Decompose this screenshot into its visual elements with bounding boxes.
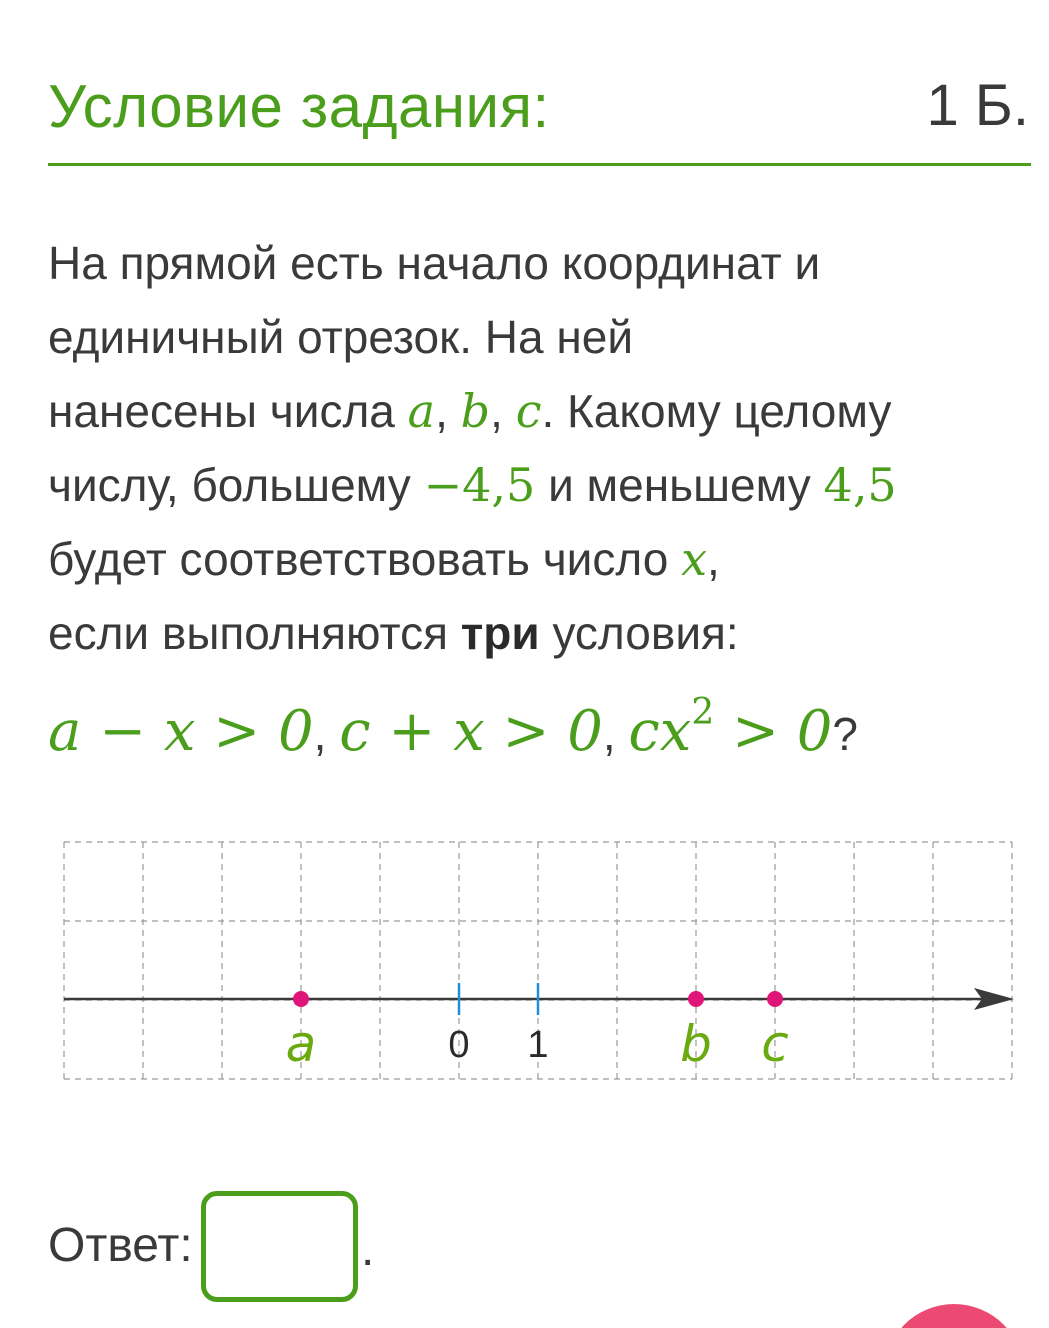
task-text: , <box>435 385 461 437</box>
task-line-1: На прямой есть начало координат и <box>48 237 821 289</box>
task-header <box>48 62 1031 166</box>
question-mark: ? <box>832 708 859 760</box>
axis-point-a <box>293 991 309 1007</box>
axis-point-label-c: c <box>761 1015 789 1073</box>
task-line-2: единичный отрезок. На ней <box>48 311 634 363</box>
task-text: нанесены числа <box>48 385 408 437</box>
task-statement <box>48 226 1008 764</box>
condition-1: a − x > 0 <box>48 699 314 764</box>
task-text: числу, большему <box>48 459 424 511</box>
task-points: 1 Б. <box>926 73 1029 138</box>
answer-input[interactable] <box>201 1191 358 1302</box>
task-text: , <box>490 385 516 437</box>
axis-point-c <box>767 991 783 1007</box>
axis-point-label-a: a <box>285 1015 317 1073</box>
task-text: . Какому целому <box>541 385 892 437</box>
conditions-formula <box>48 670 1008 764</box>
answer-suffix: . <box>361 1223 375 1276</box>
axis-point-b <box>688 991 704 1007</box>
axis-point-label-b: b <box>680 1015 712 1073</box>
task-line-5 <box>48 522 1008 596</box>
task-text: если выполняются <box>48 607 461 659</box>
upper-bound: 4,5 <box>823 458 897 512</box>
task-text: условия: <box>539 607 739 659</box>
task-line-3 <box>48 374 1008 448</box>
task-text: , <box>602 708 629 760</box>
answer-label: Ответ: <box>48 1219 193 1272</box>
emphasis-three: три <box>460 607 540 659</box>
condition-3-rest: > 0 <box>714 699 833 764</box>
condition-3-base: cx <box>628 699 692 764</box>
variable-x: x <box>681 532 708 586</box>
task-line-4 <box>48 448 1008 522</box>
task-text: и меньшему <box>535 459 824 511</box>
task-title: Условие задания: <box>48 73 550 140</box>
axis-tick-label: 1 <box>527 1024 549 1066</box>
variable-c: c <box>515 384 542 438</box>
variable-b: b <box>460 384 491 438</box>
floating-action-button[interactable] <box>884 1304 1024 1328</box>
axis-tick-label: 0 <box>448 1024 470 1066</box>
condition-2: c + x > 0 <box>339 699 603 764</box>
lower-bound: −4,5 <box>423 458 536 512</box>
task-text: будет соответствовать число <box>48 533 682 585</box>
task-line-6 <box>48 596 1008 670</box>
axis-ticks <box>448 983 548 1066</box>
variable-a: a <box>407 384 436 438</box>
task-text: , <box>313 708 340 760</box>
condition-3-exponent: 2 <box>691 692 715 733</box>
task-text: , <box>707 533 720 585</box>
